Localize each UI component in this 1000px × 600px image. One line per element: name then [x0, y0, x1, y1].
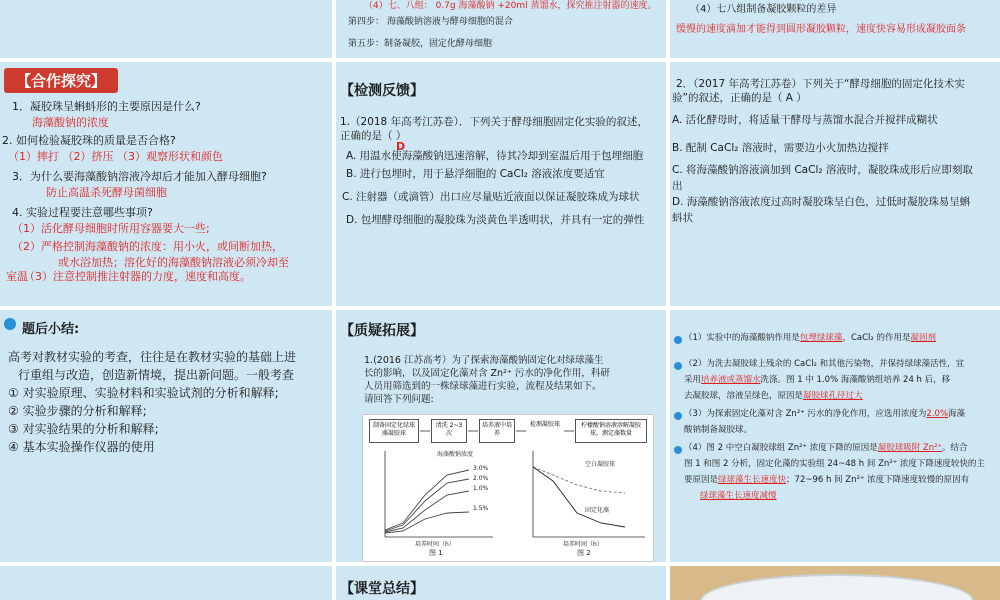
answer-1-mid: ，CaCl₂ 的作用是 — [842, 333, 911, 343]
fig2-caption: 图 2 — [577, 549, 591, 557]
answer-line-3b: 酸钠制备凝胶球。 — [684, 425, 753, 435]
question-1: 1．凝胶珠呈蝌蚪形的主要原因是什么? — [12, 100, 201, 113]
flow-step-4: 检测凝胶球 — [527, 419, 563, 443]
bullet-circle-icon — [674, 446, 682, 454]
fig2-line-immobilized — [533, 467, 625, 527]
q2-option-d: D. 海藻酸钠溶液浓度过高时凝胶珠呈白色，过低时凝胶珠易呈蝌 — [672, 196, 971, 208]
answer-1-fill-a: 包埋绿球藻 — [799, 333, 843, 343]
fig1-legend-2: 2.0% — [473, 475, 489, 482]
answer-4-mid: 。结合 — [942, 443, 968, 453]
summary-paragraph-1: 高考对教材实验的考查，往往是在教材实验的基础上进 — [8, 350, 297, 364]
feedback-question-2: 正确的是（ ） — [340, 130, 407, 142]
summary-item-2: ② 实验步骤的分析和解释; — [8, 404, 147, 418]
q2-line-1: 2．（2017 年高考江苏卷）下列关于“酵母细胞的固定化技术实 — [676, 78, 965, 90]
q2-option-b: B. 配制 CaCl₂ 溶液时，需要边小火加热边搅拌 — [672, 142, 889, 154]
answer-2-fill-b: 凝胶球孔径过大 — [803, 391, 863, 401]
answer-3-prefix: （3）为探索固定化藻对含 Zn²⁺ 污水的净化作用，应选用浓度为 — [684, 409, 927, 419]
answer-4-1: （1）活化酵母细胞时所用容器要大一些; — [12, 222, 210, 235]
option-b: B. 进行包埋时，用于悬浮细胞的 CaCl₂ 溶液浓度要适宜 — [346, 168, 605, 180]
slide-top-right — [670, 0, 1000, 58]
bullet-circle-icon — [4, 318, 16, 330]
slide-answers — [670, 310, 1000, 562]
answer-2: （1）摔打 （2）挤压 （3）观察形状和颜色 — [8, 150, 223, 163]
answer-2-prefix-2: 去凝胶球，溶液呈绿色，原因是 — [684, 391, 804, 401]
answer-1-fill-b: 凝固剂 — [910, 333, 937, 343]
feedback-answer: D — [396, 140, 406, 153]
class-summary-title: 【课堂总结】 — [340, 581, 424, 597]
answer-4-4: 室温 — [6, 270, 28, 283]
answer-line-1 — [684, 332, 936, 345]
fig1-line-1 — [385, 491, 469, 532]
fig1-caption: 图 1 — [429, 549, 443, 557]
question-2: 2. 如何检验凝胶珠的质量是否合格? — [2, 134, 176, 147]
answer-2-mid: 洗涤。图 1 中 1.0% 海藻酸钠组培养 24 h 后，移 — [760, 375, 951, 385]
fig2-legend-2: 固定化藻 — [585, 507, 610, 514]
bullet-circle-icon — [674, 362, 682, 370]
q2-line-2: 验”的叙述，正确的是（ A ） — [672, 92, 807, 104]
answer-4-3: 或水浴加热；溶化好的海藻酸钠溶液必须冷却至 — [58, 256, 289, 269]
step-5: 第五步：制备凝胶，固定化酵母细胞 — [348, 39, 493, 49]
answer-line-2b — [684, 374, 950, 387]
answer-3-fill: 2.0% — [926, 409, 949, 419]
question-3: 3．为什么要海藻酸钠溶液冷却后才能加入酵母细胞? — [12, 170, 267, 183]
speed-conclusion: 缓慢的速度滴加才能得到圆形凝胶颗粒，速度快容易形成凝胶面条 — [676, 24, 966, 35]
answer-4-fill-a: 凝胶球吸附 Zn²⁺ — [877, 443, 943, 453]
group-diff-line: （4）七八组制备凝胶颗粒的差异 — [690, 4, 837, 15]
slide-class-summary — [336, 566, 666, 600]
q2-option-d-2: 蚪状 — [672, 212, 693, 224]
answer-4-fill-b: 绿球藻生长速度快 — [718, 475, 787, 485]
answer-3-suffix: 海藻 — [948, 409, 966, 419]
extension-p4: 请回答下列问题: — [364, 394, 434, 405]
answer-4-mid-2: ；72~96 h 间 Zn²⁺ 浓度下降速度较慢的原因有 — [786, 475, 970, 485]
slide-extension — [336, 310, 666, 562]
answer-2-fill-a: 培养液或蒸馏水 — [701, 375, 761, 385]
answer-1-prefix: （1）实验中的海藻酸钠作用是 — [684, 333, 800, 343]
petri-dish-image — [700, 574, 974, 600]
answer-line-4 — [684, 442, 968, 455]
fig2-line-blank — [533, 467, 625, 493]
slide-bottom-right — [670, 566, 1000, 600]
answer-line-2c — [684, 390, 863, 403]
answer-4-prefix: （4）图 2 中空白凝胶球组 Zn²⁺ 浓度下降的原因是 — [684, 443, 878, 453]
summary-item-3: ③ 对实验结果的分析和解释; — [8, 422, 159, 436]
answer-line-3 — [684, 408, 965, 421]
fig1-series — [385, 470, 469, 533]
feedback-title: 【检测反馈】 — [340, 83, 424, 99]
fig1-title: 海藻酸钠浓度 — [437, 451, 474, 458]
extension-p2: 长的影响，以及固定化藻对含 Zn²⁺ 污水的净化作用，科研 — [364, 368, 610, 379]
fig1-legend-1: 3.0% — [473, 465, 489, 472]
flow-step-1: 制备固定化绿球藻凝胶球 — [369, 419, 419, 443]
slide-summary — [0, 310, 332, 562]
answer-1: 海藻酸钠的浓度 — [32, 116, 109, 129]
bullet-circle-icon — [674, 412, 682, 420]
extension-p1: 1.(2016 江苏高考）为了探索海藻酸钠固定化对绿球藻生 — [364, 355, 604, 366]
answer-line-4b: 图 1 和图 2 分析，固定化藻的实验组 24~48 h 间 Zn²⁺ 浓度下降速度较快的主 — [684, 459, 985, 469]
fig2-xlabel: 培养时间（h） — [563, 541, 603, 548]
summary-item-1: ① 对实验原理、实验材料和实验试剂的分析和解释; — [8, 386, 279, 400]
slide-cooperative-exploration — [0, 62, 332, 306]
fig1-line-4 — [385, 512, 469, 533]
answer-4-2: （2）严格控制海藻酸钠的浓度：用小火，或间断加热， — [12, 240, 283, 253]
answer-4-5: （3）注意控制推注射器的力度，速度和高度。 — [24, 270, 251, 283]
q2-option-c-2: 出 — [672, 180, 683, 192]
fig1-line-3 — [385, 470, 469, 530]
slide-feedback — [336, 62, 666, 306]
slide-bottom-left — [0, 566, 332, 600]
option-d: D. 包埋酵母细胞的凝胶珠为淡黄色半透明状，并具有一定的弹性 — [346, 214, 645, 226]
slide-top-middle — [336, 0, 666, 58]
fig2-legend-1: 空白凝胶球 — [585, 461, 616, 468]
flow-step-5: 柠檬酸钠溶液溶解凝胶球，测定藻数量 — [575, 419, 647, 443]
answer-line-4c — [684, 474, 969, 487]
q2-option-a: A. 活化酵母时，将适量干酵母与蒸馏水混合并搅拌成糊状 — [672, 114, 938, 126]
summary-title: 题后小结: — [22, 322, 80, 337]
step-4: 第四步： 海藻酸钠溶液与酵母细胞的混合 — [348, 17, 513, 27]
group-7-8-line: （4）七、八组： 0.7g 海藻酸钠 +20ml 蒸馏水，探究推注射器的速度。 — [364, 1, 657, 11]
slide-jiangsu-2017 — [670, 62, 1000, 306]
flow-step-3: 培养液中培养 — [479, 419, 515, 443]
summary-item-4: ④ 基本实验操作仪器的使用 — [8, 440, 155, 454]
answer-2-prefix: 采用 — [684, 375, 702, 385]
option-a: A. 用温水使海藻酸钠迅速溶解，待其冷却到室温后用于包埋细胞 — [346, 150, 644, 162]
fig1-legend-3: 1.0% — [473, 485, 489, 492]
coop-title: 【合作探究】 — [4, 68, 118, 93]
answer-4-fill-c: 绿球藻生长速度减慢 — [700, 491, 777, 501]
bullet-circle-icon — [674, 336, 682, 344]
summary-paragraph-2: 行重组与改造，创造新情境，提出新问题。一般考查 — [18, 368, 295, 382]
answer-4-prefix-2: 要原因是 — [684, 475, 719, 485]
extension-title: 【质疑拓展】 — [340, 323, 424, 339]
experiment-figure — [362, 414, 654, 562]
fig1-legend-4: 1.5% — [473, 505, 489, 512]
fig1-xlabel: 培养时间（h） — [415, 541, 455, 548]
q2-option-c: C. 将海藻酸钠溶液滴加到 CaCl₂ 溶液时，凝胶珠成形后应即刻取 — [672, 164, 973, 176]
experiment-charts — [363, 415, 653, 561]
option-c: C. 注射器（或滴管）出口应尽量贴近液面以保证凝胶珠成为球状 — [342, 191, 640, 203]
fig1-line-2 — [385, 479, 469, 531]
fig2-series — [533, 467, 625, 527]
question-4: 4. 实验过程要注意哪些事项? — [12, 206, 153, 219]
feedback-question: 1.（2018 年高考江苏卷）．下列关于酵母细胞固定化实验的叙述， — [340, 116, 648, 128]
extension-p3: 人员用筛选到的一株绿球藻进行实验，流程及结果如下。 — [364, 381, 602, 392]
answer-line-2: （2）为洗去凝胶球上残余的 CaCl₂ 和其他污染物，并保持绿球藻活性，宜 — [684, 359, 965, 369]
flow-step-2: 清洗 2~3 次 — [431, 419, 467, 443]
slide-top-left — [0, 0, 332, 58]
answer-3: 防止高温杀死酵母菌细胞 — [46, 186, 167, 199]
